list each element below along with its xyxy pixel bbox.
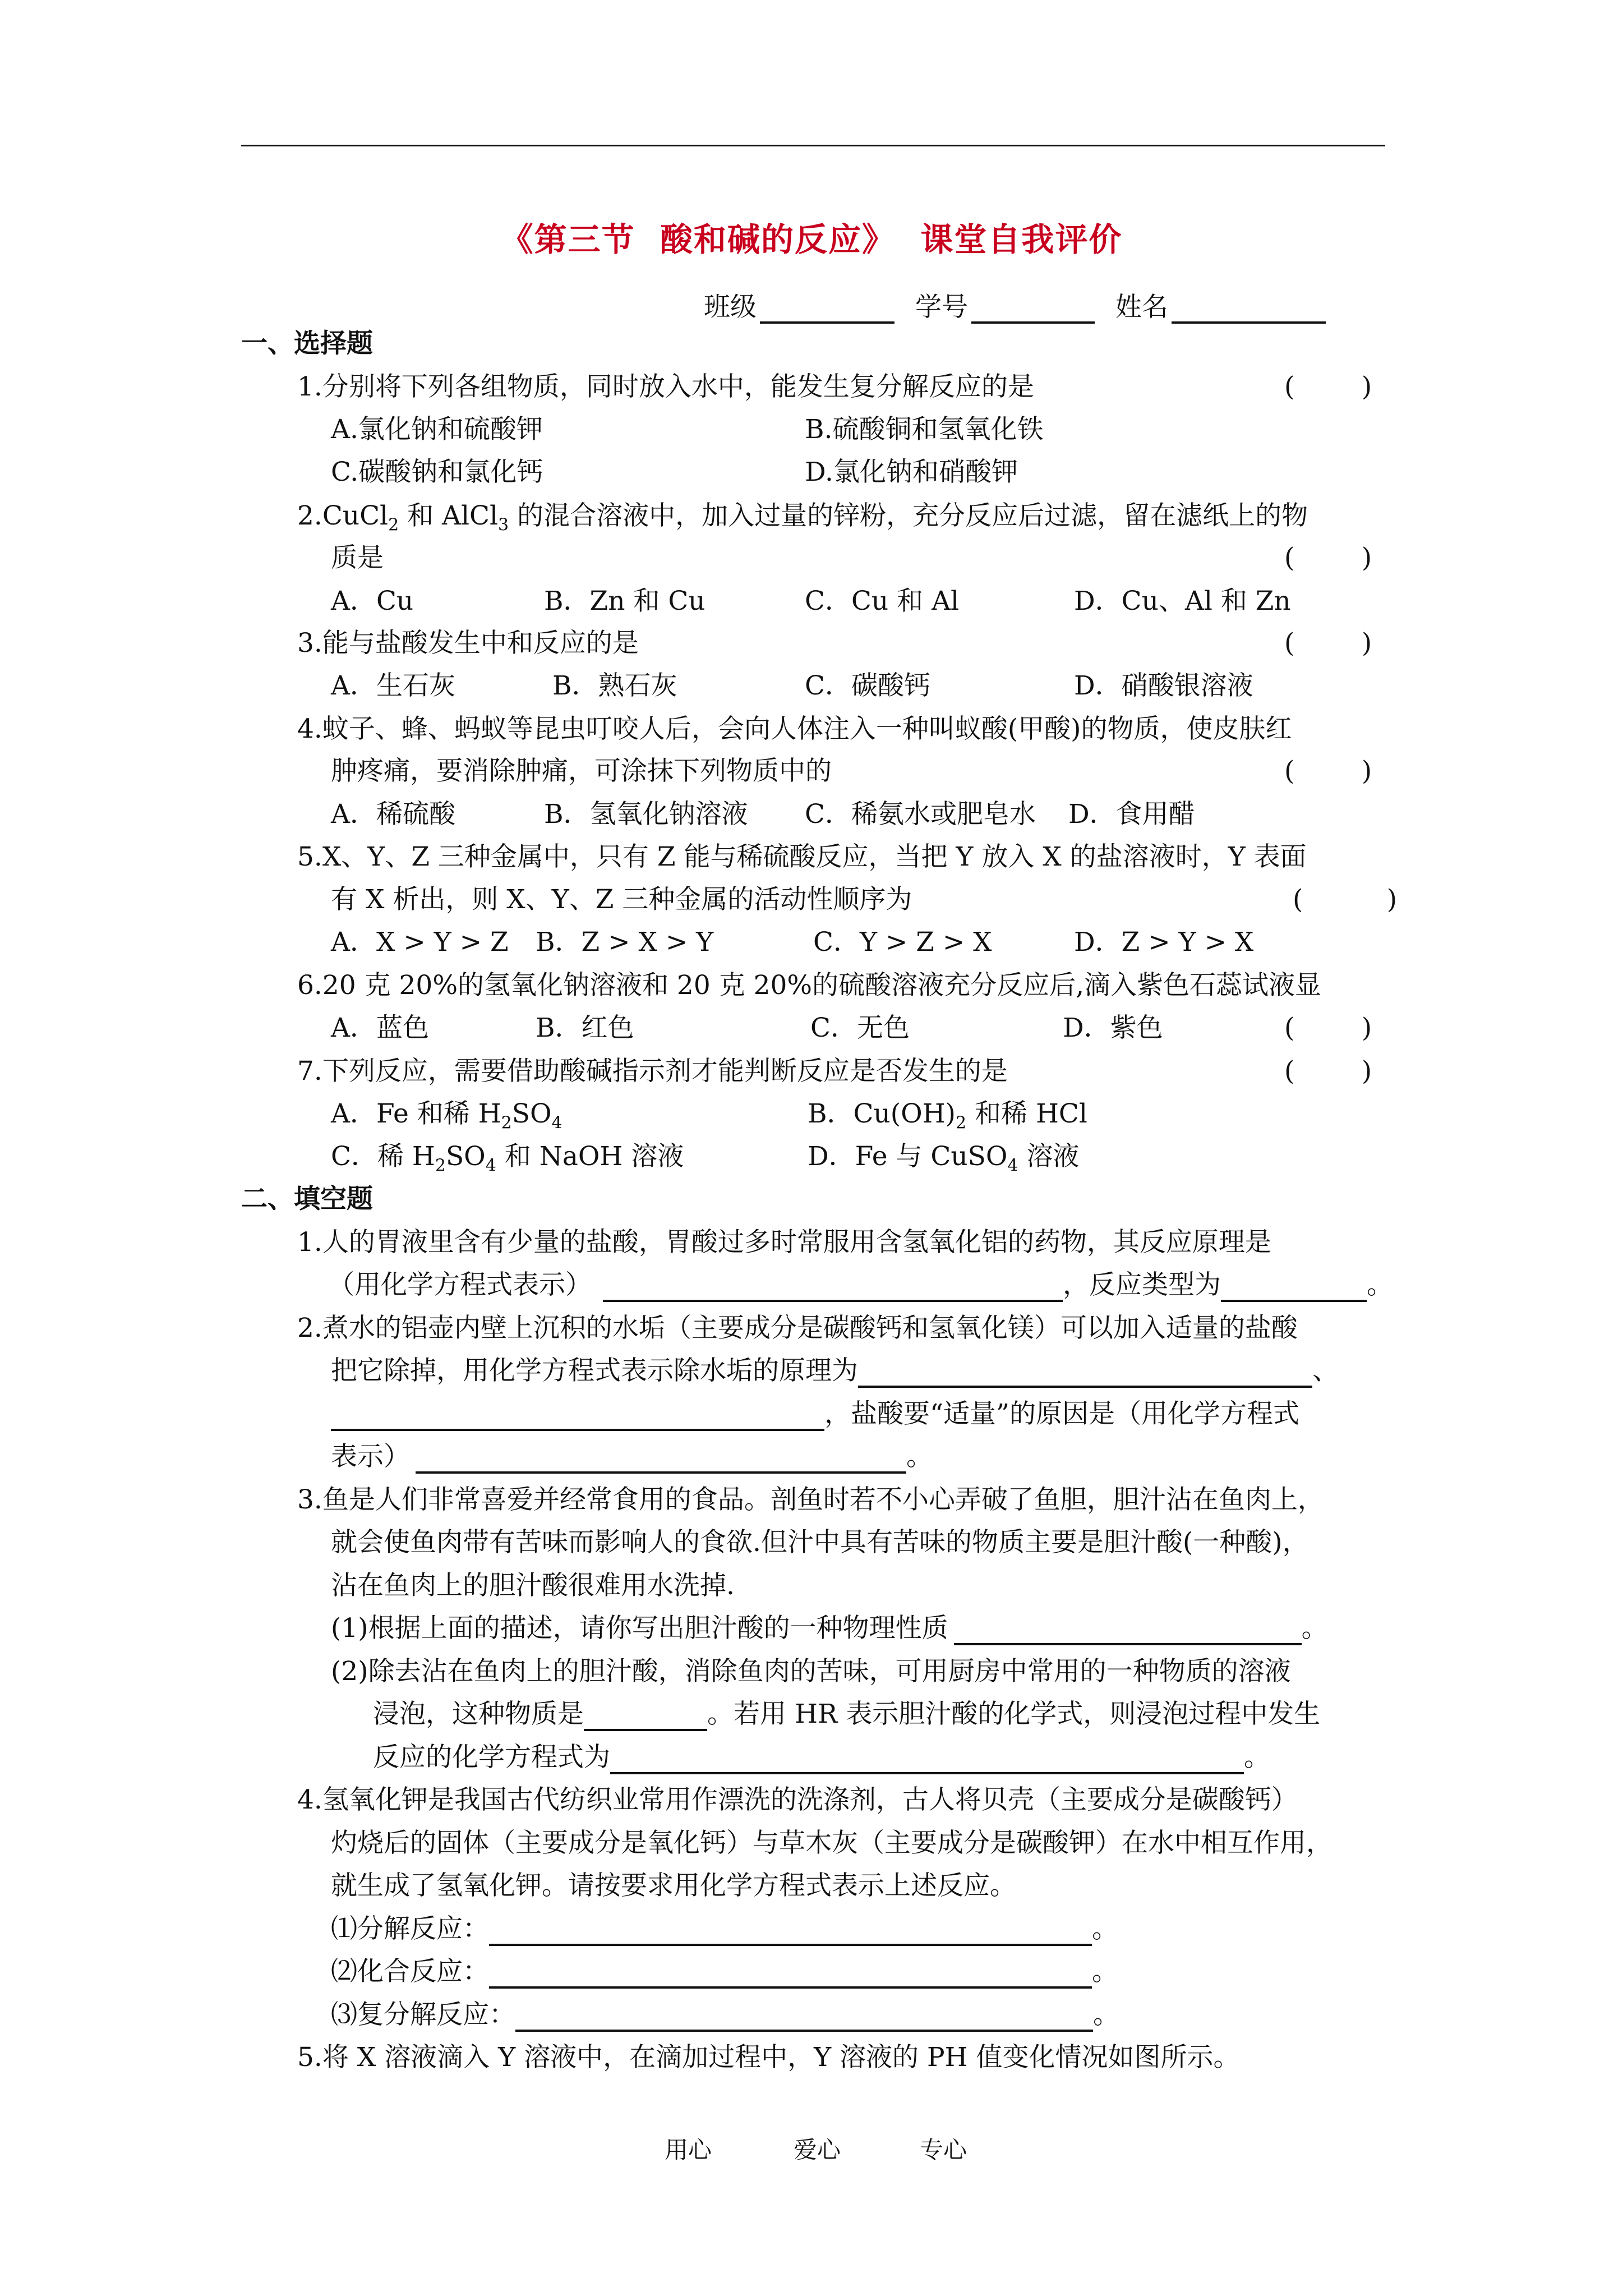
f4-decomposition-blank[interactable] — [489, 1916, 1092, 1946]
q3-option-c[interactable]: C．碳酸钙 — [805, 670, 930, 701]
q2-stem-line2: 质是 — [331, 542, 384, 573]
q5-answer-paren[interactable]: ( ) — [1293, 884, 1398, 915]
q7-option-c[interactable]: C．稀 $H_2SO_4$ 和 NaOH 溶液 — [331, 1141, 684, 1176]
q7-option-d[interactable]: D．Fe 与 CuSO$_4$ 溶液 — [808, 1141, 1080, 1176]
q5-option-a[interactable]: A．X > Y > Z — [331, 927, 509, 958]
f4-line3: 就生成了氢氧化钾。请按要求用化学方程式表示上述反应。 — [331, 1870, 1016, 1901]
q2-answer-paren[interactable]: ( ) — [1284, 542, 1372, 573]
q5-option-b[interactable]: B．Z > X > Y — [536, 927, 714, 958]
f4-sub2: ⑵化合反应： 。 — [331, 1955, 1118, 1989]
q1-option-a[interactable]: A.氯化钠和硫酸钾 — [331, 414, 543, 445]
q5-stem-line1: 5.X、Y、Z 三种金属中，只有 Z 能与稀硫酸反应，当把 Y 放入 X 的盐溶液时，Y 表面 — [297, 841, 1307, 872]
f3-sub1: (1)根据上面的描述，请你写出胆汁酸的一种物理性质 。 — [331, 1612, 1328, 1645]
footer-text-2: 爱心 — [794, 2136, 841, 2164]
footer-text-3: 专心 — [920, 2136, 967, 2164]
q7-answer-paren[interactable]: ( ) — [1284, 1056, 1372, 1087]
f1-line1: 1.人的胃液里含有少量的盐酸，胃酸过多时常服用含氢氧化铝的药物，其反应原理是 — [297, 1227, 1271, 1258]
q3-answer-paren[interactable]: ( ) — [1284, 628, 1372, 659]
f2-line2: 把它除掉，用化学方程式表示除水垢的原理为 、 — [331, 1354, 1339, 1388]
q7-option-b[interactable]: B．$Cu(OH)_2$ 和稀 HCl — [808, 1098, 1087, 1133]
q7-stem: 7.下列反应，需要借助酸碱指示剂才能判断反应是否发生的是 — [297, 1056, 1008, 1087]
f2-line1: 2.煮水的铝壶内壁上沉积的水垢（主要成分是碳酸钙和氢氧化镁）可以加入适量的盐酸 — [297, 1313, 1298, 1343]
f3-equation-blank[interactable] — [610, 1744, 1244, 1774]
q2-option-d[interactable]: D．Cu、Al 和 Zn — [1074, 586, 1291, 616]
q5-option-d[interactable]: D．Z > Y > X — [1074, 927, 1254, 958]
f3-sub2-line1: (2)除去沾在鱼肉上的胆汁酸，消除鱼肉的苦味，可用厨房中常用的一种物质的溶液 — [331, 1656, 1291, 1687]
f2-equation-blank-2[interactable] — [331, 1401, 824, 1431]
f1-line2: （用化学方程式表示） ，反应类型为 。 — [328, 1268, 1393, 1302]
name-label: 姓名 — [1115, 292, 1168, 323]
footer-text-1: 用心 — [665, 2136, 712, 2164]
q1-option-d[interactable]: D.氯化钠和硝酸钾 — [805, 457, 1018, 487]
q3-option-b[interactable]: B．熟石灰 — [552, 670, 677, 701]
class-field[interactable] — [760, 292, 895, 324]
student-info — [704, 286, 1338, 324]
q1-stem: 1.分别将下列各组物质，同时放入水中，能发生复分解反应的是 — [297, 371, 1034, 402]
f3-sub2-line3: 反应的化学方程式为 。 — [373, 1741, 1270, 1774]
q3-stem: 3.能与盐酸发生中和反应的是 — [297, 628, 639, 659]
f3-line1: 3.鱼是人们非常喜爱并经常食用的食品。剖鱼时若不小心弄破了鱼胆，胆汁沾在鱼肉上， — [297, 1484, 1324, 1515]
q4-option-b[interactable]: B．氢氧化钠溶液 — [544, 799, 748, 830]
q6-answer-paren[interactable]: ( ) — [1284, 1013, 1372, 1043]
q5-option-c[interactable]: C．Y > Z > X — [813, 927, 992, 958]
q2-stem-line1: 2.CuCl$_2$ 和 AlCl$_3$ 的混合溶液中，加入过量的锌粉，充分反应后过滤，留在滤纸上的物 — [297, 500, 1308, 535]
number-field[interactable] — [971, 292, 1095, 324]
f2-equation-blank-3[interactable] — [416, 1443, 906, 1474]
q7-option-a[interactable]: A．Fe 和稀 $H_2SO_4$ — [331, 1098, 562, 1133]
q4-answer-paren[interactable]: ( ) — [1284, 756, 1372, 786]
q5-stem-line2: 有 X 析出，则 X、Y、Z 三种金属的活动性顺序为 — [331, 884, 912, 915]
f4-sub3: ⑶复分解反应： 。 — [331, 1998, 1119, 2032]
q3-option-a[interactable]: A．生石灰 — [331, 670, 455, 701]
number-label: 学号 — [915, 292, 968, 323]
q6-option-c[interactable]: C．无色 — [810, 1013, 910, 1043]
f2-equation-blank-1[interactable] — [858, 1358, 1312, 1388]
q3-option-d[interactable]: D．硝酸银溶液 — [1074, 670, 1253, 701]
q2-option-c[interactable]: C．Cu 和 Al — [805, 586, 960, 616]
q4-stem-line2: 肿疼痛，要消除肿痛，可涂抹下列物质中的 — [331, 756, 832, 786]
q4-option-a[interactable]: A．稀硫酸 — [331, 799, 455, 830]
f4-sub1: ⑴分解反应： 。 — [331, 1912, 1118, 1946]
section-heading-fill: 二、填空题 — [241, 1184, 373, 1214]
q2-option-a[interactable]: A．Cu — [331, 586, 414, 616]
q4-option-d[interactable]: D．食用醋 — [1068, 799, 1195, 830]
f2-line3: ，盐酸要“适量”的原因是（用化学方程式 — [331, 1397, 1299, 1431]
name-field[interactable] — [1172, 292, 1326, 324]
page-title: 《第三节 酸和碱的反应》 课堂自我评价 — [500, 220, 1123, 259]
q1-answer-paren[interactable]: ( ) — [1284, 371, 1372, 402]
f1-equation-blank[interactable] — [603, 1272, 1063, 1302]
q1-option-c[interactable]: C.碳酸钠和氯化钙 — [331, 457, 543, 487]
f4-line1: 4.氢氧化钾是我国古代纺织业常用作漂洗的洗涤剂，古人将贝壳（主要成分是碳酸钙） — [297, 1784, 1298, 1815]
f4-double-displacement-blank[interactable] — [515, 2001, 1093, 2032]
q6-stem: 6.20 克 20%的氢氧化钠溶液和 20 克 20%的硫酸溶液充分反应后,滴入紫色石蕊试液显 — [297, 970, 1322, 1001]
class-label: 班级 — [704, 292, 757, 323]
f3-substance-blank[interactable] — [584, 1701, 707, 1731]
f3-sub2-line2: 浸泡，这种物质是 。若用 HR 表示胆汁酸的化学式，则浸泡过程中发生 — [373, 1697, 1320, 1731]
q4-option-c[interactable]: C．稀氨水或肥皂水 — [805, 799, 1036, 830]
f5-line1: 5.将 X 溶液滴入 Y 溶液中，在滴加过程中，Y 溶液的 PH 值变化情况如图所示。 — [297, 2042, 1240, 2073]
f3-line3: 沾在鱼肉上的胆汁酸很难用水洗掉. — [331, 1570, 735, 1601]
f3-property-blank[interactable] — [954, 1615, 1302, 1645]
q2-option-b[interactable]: B．Zn 和 Cu — [544, 586, 706, 616]
q6-option-d[interactable]: D．紫色 — [1063, 1013, 1163, 1043]
f4-combination-blank[interactable] — [489, 1958, 1092, 1989]
f2-line4: 表示） 。 — [331, 1440, 933, 1474]
q1-option-b[interactable]: B.硫酸铜和氢氧化铁 — [805, 414, 1044, 445]
q6-option-a[interactable]: A．蓝色 — [331, 1013, 429, 1043]
f4-line2: 灼烧后的固体（主要成分是氧化钙）与草木灰（主要成分是碳酸钾）在水中相互作用， — [331, 1828, 1332, 1858]
q6-option-b[interactable]: B．红色 — [536, 1013, 634, 1043]
f3-line2: 就会使鱼肉带有苦味而影响人的食欲.但汁中具有苦味的物质主要是胆汁酸(一种酸)， — [331, 1527, 1309, 1558]
section-heading-choice: 一、选择题 — [241, 328, 373, 359]
f1-reaction-type-blank[interactable] — [1221, 1272, 1367, 1302]
header-rule — [241, 145, 1385, 146]
q4-stem-line1: 4.蚊子、蜂、蚂蚁等昆虫叮咬人后，会向人体注入一种叫蚁酸(甲酸)的物质，使皮肤红 — [297, 714, 1292, 744]
